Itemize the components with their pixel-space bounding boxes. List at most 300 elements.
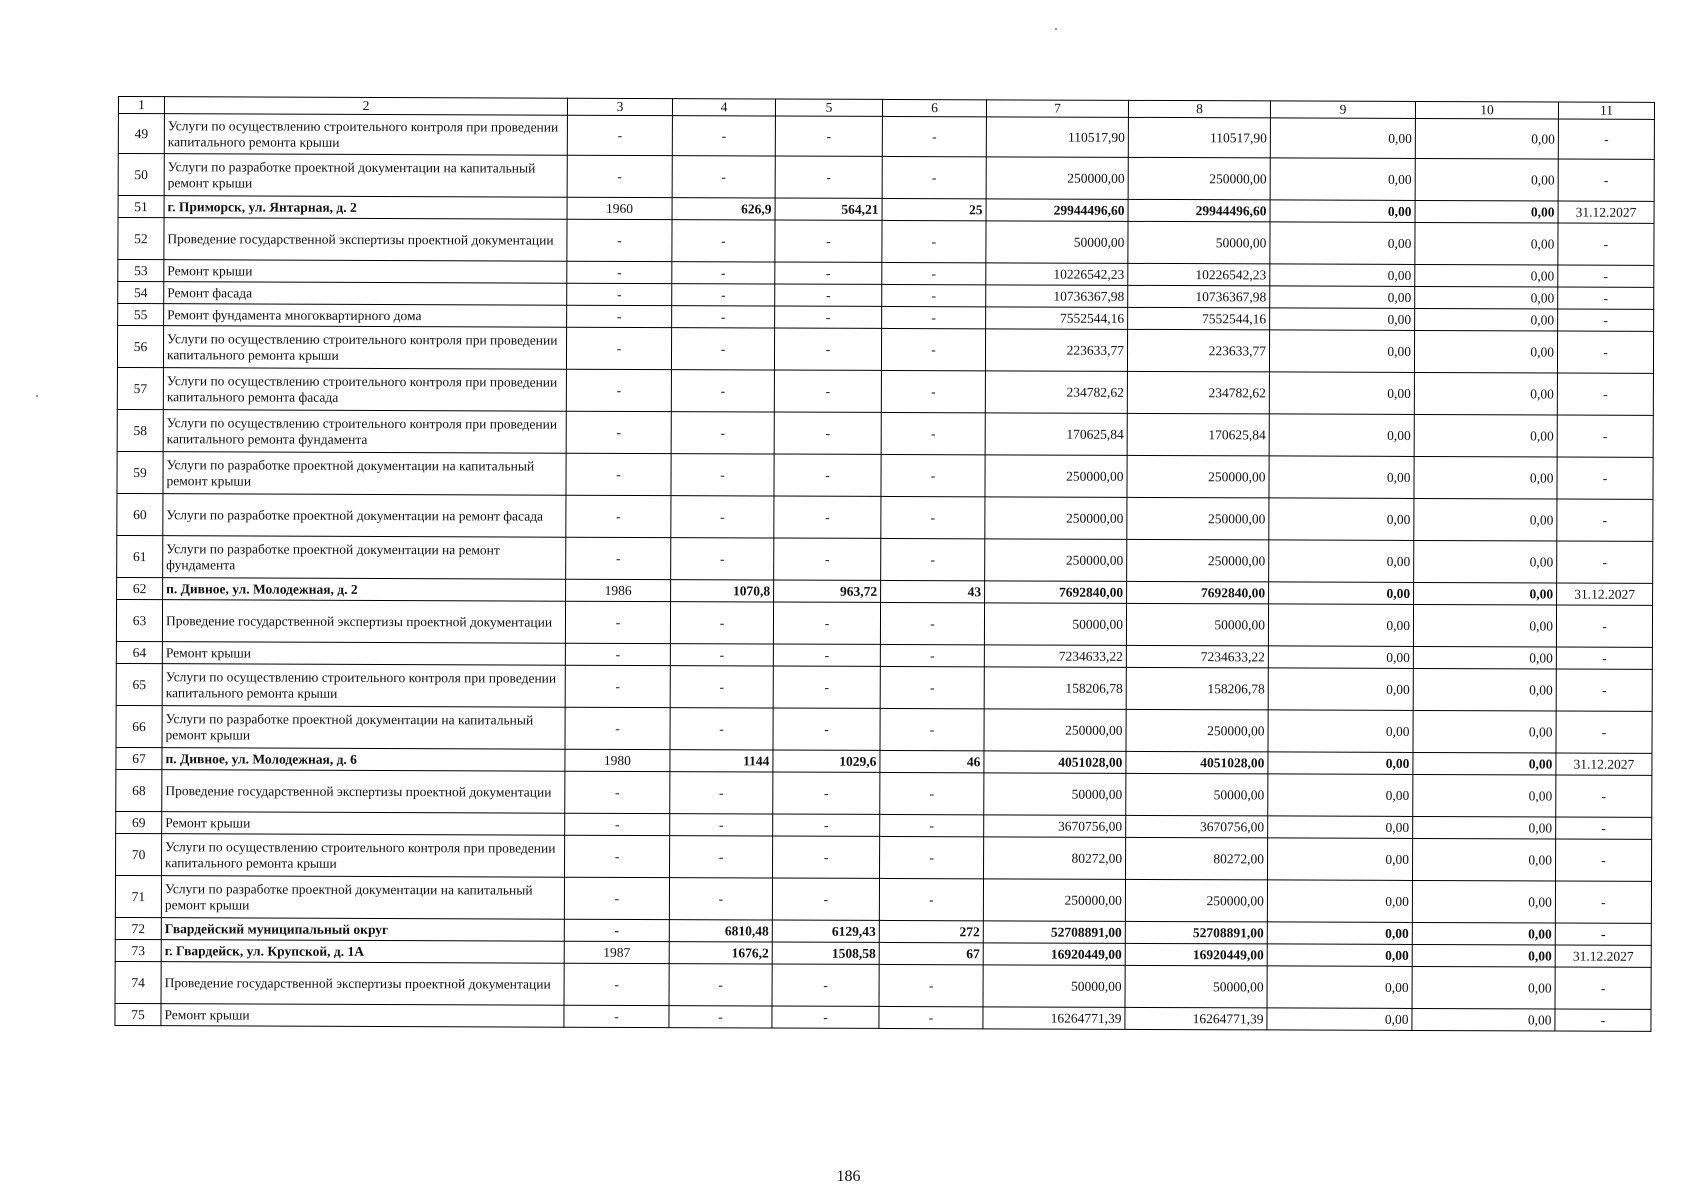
budget-cost-cell: 0,00 xyxy=(1267,838,1412,881)
area-cell: 1676,2 xyxy=(669,942,772,964)
other-cost-cell: 0,00 xyxy=(1413,647,1556,670)
year-cell: - xyxy=(566,327,671,369)
row-number-cell: 58 xyxy=(117,410,163,452)
residents-cell: 46 xyxy=(880,751,984,773)
fund-cost-cell: 29944496,60 xyxy=(1128,200,1270,223)
residents-cell: 43 xyxy=(881,581,985,603)
area-cell: - xyxy=(671,370,774,412)
page-number: 186 xyxy=(836,1168,861,1185)
year-cell: - xyxy=(565,643,670,665)
other-cost-cell: 0,00 xyxy=(1415,265,1558,288)
living-area-cell: - xyxy=(773,814,880,836)
row-number-cell: 55 xyxy=(118,304,164,326)
year-cell: - xyxy=(565,835,670,877)
deadline-cell: - xyxy=(1555,881,1651,923)
deadline-cell: - xyxy=(1555,967,1651,1009)
total-cost-cell: 52708891,00 xyxy=(983,921,1125,944)
work-name-cell: г. Приморск, ул. Янтарная, д. 2 xyxy=(164,196,567,220)
year-cell: - xyxy=(567,115,672,155)
row-number-cell: 73 xyxy=(115,940,161,962)
budget-cost-cell: 0,00 xyxy=(1269,498,1414,541)
other-cost-cell: 0,00 xyxy=(1414,373,1557,416)
other-cost-cell: 0,00 xyxy=(1415,119,1558,160)
living-area-cell: - xyxy=(775,262,882,284)
fund-cost-cell: 7234633,22 xyxy=(1126,646,1268,669)
area-cell: 1144 xyxy=(670,750,773,772)
budget-cost-cell: 0,00 xyxy=(1270,200,1415,223)
table-row xyxy=(117,536,1653,584)
row-number-cell: 54 xyxy=(118,282,164,304)
area-cell: - xyxy=(672,220,775,262)
total-cost-cell: 170625,84 xyxy=(985,413,1127,456)
area-cell: - xyxy=(670,836,773,878)
total-cost-cell: 250000,00 xyxy=(985,539,1127,582)
total-cost-cell: 50000,00 xyxy=(986,221,1128,264)
deadline-cell: 31.12.2027 xyxy=(1555,945,1651,967)
row-number-cell: 50 xyxy=(118,154,164,196)
work-name-cell: Услуги по разработке проектной документации на капитальный ремонт крыши xyxy=(163,452,566,496)
table-row xyxy=(116,600,1652,648)
work-name-cell: Услуги по осуществлению строительного контроля при проведении капитального ремонта фундамента xyxy=(163,410,566,454)
fund-cost-cell: 158206,78 xyxy=(1126,668,1268,711)
budget-cost-cell: 0,00 xyxy=(1267,922,1412,945)
fund-cost-cell: 250000,00 xyxy=(1127,498,1269,541)
deadline-cell: - xyxy=(1558,309,1654,331)
area-cell: - xyxy=(672,284,775,306)
row-number-cell: 66 xyxy=(116,706,162,748)
row-number-cell: 75 xyxy=(115,1004,161,1026)
fund-cost-cell: 3670756,00 xyxy=(1126,816,1268,839)
other-cost-cell: 0,00 xyxy=(1413,669,1556,712)
living-area-cell: 1508,58 xyxy=(772,942,879,964)
other-cost-cell: 0,00 xyxy=(1414,331,1557,374)
year-cell: - xyxy=(564,1005,669,1027)
other-cost-cell: 0,00 xyxy=(1412,945,1555,968)
fund-cost-cell: 7552544,16 xyxy=(1128,308,1270,331)
total-cost-cell: 80272,00 xyxy=(983,837,1125,880)
year-cell: - xyxy=(566,537,671,579)
year-cell: 1980 xyxy=(565,749,670,771)
budget-cost-cell: 0,00 xyxy=(1270,222,1415,265)
budget-cost-cell: 0,00 xyxy=(1269,372,1414,415)
budget-cost-cell: 0,00 xyxy=(1270,158,1415,201)
area-cell: - xyxy=(670,644,773,666)
year-cell: - xyxy=(567,261,672,283)
other-cost-cell: 0,00 xyxy=(1413,753,1556,776)
deadline-cell: - xyxy=(1558,223,1654,265)
work-name-cell: п. Дивное, ул. Молодежная, д. 2 xyxy=(163,578,566,602)
fund-cost-cell: 234782,62 xyxy=(1127,372,1269,415)
total-cost-cell: 7234633,22 xyxy=(984,645,1126,668)
fund-cost-cell: 80272,00 xyxy=(1125,838,1267,881)
row-number-cell: 59 xyxy=(117,452,163,494)
table-row xyxy=(115,962,1651,1010)
row-number-cell: 57 xyxy=(117,368,163,410)
residents-cell: - xyxy=(882,285,986,307)
residents-cell: - xyxy=(880,837,984,879)
residents-cell: - xyxy=(881,497,985,539)
living-area-cell: - xyxy=(773,644,880,666)
deadline-cell: - xyxy=(1557,331,1653,373)
document-page xyxy=(114,96,1654,1032)
fund-cost-cell: 250000,00 xyxy=(1125,880,1267,923)
year-cell: 1960 xyxy=(567,197,672,219)
other-cost-cell: 0,00 xyxy=(1412,967,1555,1010)
deadline-cell: 31.12.2027 xyxy=(1556,753,1652,775)
area-cell: - xyxy=(671,496,774,538)
total-cost-cell: 10736367,98 xyxy=(986,285,1128,308)
deadline-cell: - xyxy=(1557,373,1653,415)
area-cell: - xyxy=(672,116,775,156)
other-cost-cell: 0,00 xyxy=(1413,775,1556,818)
fund-cost-cell: 16264771,39 xyxy=(1125,1008,1267,1031)
area-cell: - xyxy=(672,156,775,198)
year-cell: - xyxy=(567,283,672,305)
total-cost-cell: 250000,00 xyxy=(983,879,1125,922)
area-cell: - xyxy=(671,412,774,454)
living-area-cell: - xyxy=(772,964,879,1006)
budget-cost-cell: 0,00 xyxy=(1267,966,1412,1009)
work-name-cell: Услуги по разработке проектной документации на капитальный ремонт крыши xyxy=(161,876,564,920)
total-cost-cell: 50000,00 xyxy=(984,603,1126,646)
column-header: 2 xyxy=(164,97,567,116)
residents-cell: - xyxy=(882,221,986,263)
table-row xyxy=(117,326,1653,374)
work-name-cell: г. Гвардейск, ул. Крупской, д. 1А xyxy=(161,940,564,964)
work-name-cell: Ремонт крыши xyxy=(164,260,567,284)
area-cell: - xyxy=(670,602,773,644)
row-number-cell: 56 xyxy=(117,326,163,368)
residents-cell: - xyxy=(882,117,986,157)
deadline-cell: - xyxy=(1558,119,1654,159)
row-number-cell: 61 xyxy=(117,536,163,578)
budget-cost-cell: 0,00 xyxy=(1267,1008,1412,1031)
work-name-cell: Ремонт крыши xyxy=(162,642,565,666)
row-number-cell: 74 xyxy=(115,962,161,1004)
year-cell: - xyxy=(564,877,669,919)
fund-cost-cell: 50000,00 xyxy=(1126,604,1268,647)
deadline-cell: - xyxy=(1557,499,1653,541)
fund-cost-cell: 170625,84 xyxy=(1127,414,1269,457)
living-area-cell: - xyxy=(773,602,880,644)
budget-cost-cell: 0,00 xyxy=(1267,880,1412,923)
budget-cost-cell: 0,00 xyxy=(1268,668,1413,711)
other-cost-cell: 0,00 xyxy=(1414,415,1557,458)
residents-cell: 272 xyxy=(879,921,983,943)
fund-cost-cell: 10736367,98 xyxy=(1128,286,1270,309)
year-cell: 1987 xyxy=(564,941,669,963)
year-cell: - xyxy=(564,963,669,1005)
row-number-cell: 70 xyxy=(116,834,162,876)
budget-cost-cell: 0,00 xyxy=(1268,710,1413,753)
residents-cell: - xyxy=(881,455,985,497)
row-number-cell: 64 xyxy=(116,642,162,664)
table-row xyxy=(118,218,1654,266)
year-cell: - xyxy=(567,305,672,327)
living-area-cell: 1029,6 xyxy=(773,750,880,772)
deadline-cell: - xyxy=(1556,605,1652,647)
other-cost-cell: 0,00 xyxy=(1412,923,1555,946)
scan-speck xyxy=(1055,28,1057,30)
column-header: 7 xyxy=(986,100,1128,118)
other-cost-cell: 0,00 xyxy=(1414,457,1557,500)
fund-cost-cell: 10226542,23 xyxy=(1128,264,1270,287)
work-name-cell: Проведение государственной экспертизы проектной документации xyxy=(162,770,565,814)
living-area-cell: - xyxy=(775,156,882,198)
other-cost-cell: 0,00 xyxy=(1414,583,1557,606)
row-number-cell: 69 xyxy=(116,812,162,834)
other-cost-cell: 0,00 xyxy=(1413,711,1556,754)
area-cell: 626,9 xyxy=(672,198,775,220)
repair-program-table xyxy=(114,96,1655,1032)
table-row xyxy=(117,368,1653,416)
work-name-cell: Ремонт фасада xyxy=(164,282,567,306)
residents-cell: - xyxy=(880,709,984,751)
living-area-cell: - xyxy=(774,538,881,580)
other-cost-cell: 0,00 xyxy=(1414,541,1557,584)
residents-cell: - xyxy=(881,413,985,455)
budget-cost-cell: 0,00 xyxy=(1270,118,1415,159)
row-number-cell: 72 xyxy=(115,918,161,940)
living-area-cell: - xyxy=(773,708,880,750)
deadline-cell: 31.12.2027 xyxy=(1558,201,1654,223)
row-number-cell: 65 xyxy=(116,664,162,706)
total-cost-cell: 16920449,00 xyxy=(983,943,1125,966)
other-cost-cell: 0,00 xyxy=(1412,1009,1555,1032)
area-cell: - xyxy=(670,814,773,836)
scan-speck xyxy=(36,395,38,397)
budget-cost-cell: 0,00 xyxy=(1269,330,1414,373)
work-name-cell: Проведение государственной экспертизы проектной документации xyxy=(162,600,565,644)
budget-cost-cell: 0,00 xyxy=(1268,774,1413,817)
living-area-cell: - xyxy=(774,370,881,412)
other-cost-cell: 0,00 xyxy=(1415,159,1558,202)
total-cost-cell: 234782,62 xyxy=(985,371,1127,414)
table-row xyxy=(116,770,1652,818)
budget-cost-cell: 0,00 xyxy=(1270,286,1415,309)
area-cell: - xyxy=(669,964,772,1006)
budget-cost-cell: 0,00 xyxy=(1269,456,1414,499)
year-cell: 1986 xyxy=(566,579,671,601)
residents-cell: - xyxy=(881,329,985,371)
area-cell: - xyxy=(671,454,774,496)
work-name-cell: Ремонт фундамента многоквартирного дома xyxy=(164,304,567,328)
work-name-cell: Услуги по разработке проектной документации на ремонт фасада xyxy=(163,494,566,538)
living-area-cell: - xyxy=(774,496,881,538)
area-cell: - xyxy=(672,306,775,328)
table-row xyxy=(116,834,1652,882)
residents-cell: - xyxy=(881,371,985,413)
other-cost-cell: 0,00 xyxy=(1412,839,1555,882)
fund-cost-cell: 50000,00 xyxy=(1128,222,1270,265)
area-cell: 1070,8 xyxy=(671,580,774,602)
budget-cost-cell: 0,00 xyxy=(1269,414,1414,457)
living-area-cell: 564,21 xyxy=(775,198,882,220)
total-cost-cell: 250000,00 xyxy=(985,455,1127,498)
residents-cell: - xyxy=(881,539,985,581)
living-area-cell: - xyxy=(773,666,880,708)
column-header: 3 xyxy=(567,98,672,116)
work-name-cell: Ремонт крыши xyxy=(161,1004,564,1028)
column-header: 1 xyxy=(118,97,164,114)
living-area-cell: 963,72 xyxy=(774,580,881,602)
area-cell: - xyxy=(670,666,773,708)
column-header: 8 xyxy=(1128,100,1270,118)
total-cost-cell: 50000,00 xyxy=(984,773,1126,816)
deadline-cell: - xyxy=(1558,265,1654,287)
work-name-cell: Услуги по осуществлению строительного контроля при проведении капитального ремонта крыши xyxy=(163,326,566,370)
area-cell: - xyxy=(669,878,772,920)
work-name-cell: Услуги по осуществлению строительного контроля при проведении капитального ремонта крыши xyxy=(162,664,565,708)
column-header: 5 xyxy=(775,99,882,117)
total-cost-cell: 250000,00 xyxy=(985,497,1127,540)
deadline-cell: - xyxy=(1556,711,1652,753)
row-number-cell: 71 xyxy=(115,876,161,918)
row-number-cell: 49 xyxy=(118,114,164,154)
other-cost-cell: 0,00 xyxy=(1415,223,1558,266)
residents-cell: - xyxy=(882,157,986,199)
work-name-cell: Услуги по разработке проектной документации на капитальный ремонт крыши xyxy=(162,706,565,750)
residents-cell: - xyxy=(880,645,984,667)
total-cost-cell: 250000,00 xyxy=(986,157,1128,200)
total-cost-cell: 250000,00 xyxy=(984,709,1126,752)
fund-cost-cell: 250000,00 xyxy=(1126,710,1268,753)
living-area-cell: - xyxy=(774,412,881,454)
budget-cost-cell: 0,00 xyxy=(1269,540,1414,583)
residents-cell: - xyxy=(880,815,984,837)
fund-cost-cell: 50000,00 xyxy=(1125,966,1267,1009)
deadline-cell: - xyxy=(1556,647,1652,669)
table-row xyxy=(117,452,1653,500)
fund-cost-cell: 4051028,00 xyxy=(1126,752,1268,775)
work-name-cell: Ремонт крыши xyxy=(162,812,565,836)
row-number-cell: 62 xyxy=(117,578,163,600)
budget-cost-cell: 0,00 xyxy=(1267,944,1412,967)
living-area-cell: - xyxy=(775,220,882,262)
year-cell: - xyxy=(566,495,671,537)
work-name-cell: п. Дивное, ул. Молодежная, д. 6 xyxy=(162,748,565,772)
row-number-cell: 60 xyxy=(117,494,163,536)
work-name-cell: Проведение государственной экспертизы проектной документации xyxy=(164,218,567,262)
year-cell: - xyxy=(565,601,670,643)
total-cost-cell: 110517,90 xyxy=(986,117,1128,158)
area-cell: - xyxy=(669,1006,772,1028)
residents-cell: - xyxy=(880,667,984,709)
column-header: 10 xyxy=(1415,101,1558,119)
area-cell: - xyxy=(671,328,774,370)
total-cost-cell: 158206,78 xyxy=(984,667,1126,710)
budget-cost-cell: 0,00 xyxy=(1268,646,1413,669)
total-cost-cell: 50000,00 xyxy=(983,965,1125,1008)
column-header: 4 xyxy=(672,99,775,117)
fund-cost-cell: 50000,00 xyxy=(1126,774,1268,817)
fund-cost-cell: 16920449,00 xyxy=(1125,944,1267,967)
fund-cost-cell: 250000,00 xyxy=(1128,158,1270,201)
budget-cost-cell: 0,00 xyxy=(1269,582,1414,605)
table-row xyxy=(116,706,1652,754)
deadline-cell: - xyxy=(1558,159,1654,201)
area-cell: - xyxy=(670,772,773,814)
work-name-cell: Гвардейский муниципальный округ xyxy=(161,918,564,942)
total-cost-cell: 3670756,00 xyxy=(984,815,1126,838)
column-header: 11 xyxy=(1558,102,1654,120)
row-number-cell: 68 xyxy=(116,770,162,812)
year-cell: - xyxy=(567,219,672,261)
row-number-cell: 67 xyxy=(116,748,162,770)
total-cost-cell: 223633,77 xyxy=(985,329,1127,372)
fund-cost-cell: 250000,00 xyxy=(1127,456,1269,499)
budget-cost-cell: 0,00 xyxy=(1270,308,1415,331)
residents-cell: - xyxy=(879,1007,983,1029)
deadline-cell: - xyxy=(1557,541,1653,583)
deadline-cell: - xyxy=(1555,1009,1651,1031)
total-cost-cell: 4051028,00 xyxy=(984,751,1126,774)
year-cell: - xyxy=(565,665,670,707)
fund-cost-cell: 110517,90 xyxy=(1128,118,1270,159)
year-cell: - xyxy=(565,707,670,749)
fund-cost-cell: 250000,00 xyxy=(1127,540,1269,583)
living-area-cell: - xyxy=(774,454,881,496)
fund-cost-cell: 223633,77 xyxy=(1127,330,1269,373)
other-cost-cell: 0,00 xyxy=(1415,287,1558,310)
year-cell: - xyxy=(564,919,669,941)
other-cost-cell: 0,00 xyxy=(1415,309,1558,332)
deadline-cell: - xyxy=(1556,669,1652,711)
area-cell: - xyxy=(671,538,774,580)
living-area-cell: - xyxy=(772,878,879,920)
year-cell: - xyxy=(567,155,672,197)
table-row xyxy=(118,154,1654,202)
deadline-cell: 31.12.2027 xyxy=(1557,583,1653,605)
row-number-cell: 52 xyxy=(118,218,164,260)
budget-cost-cell: 0,00 xyxy=(1268,604,1413,647)
residents-cell: - xyxy=(879,879,983,921)
table-row xyxy=(115,1004,1651,1032)
area-cell: 6810,48 xyxy=(669,920,772,942)
deadline-cell: - xyxy=(1557,457,1653,499)
work-name-cell: Услуги по разработке проектной документации на ремонт фундамента xyxy=(163,536,566,580)
work-name-cell: Услуги по осуществлению строительного контроля при проведении капитального ремонта крыши xyxy=(162,834,565,878)
living-area-cell: - xyxy=(774,328,881,370)
residents-cell: - xyxy=(879,965,983,1007)
other-cost-cell: 0,00 xyxy=(1413,605,1556,648)
table-row xyxy=(117,494,1653,542)
column-header: 6 xyxy=(882,99,986,117)
work-name-cell: Услуги по разработке проектной документации на капитальный ремонт крыши xyxy=(164,154,567,198)
column-header: 9 xyxy=(1270,101,1415,119)
work-name-cell: Проведение государственной экспертизы проектной документации xyxy=(161,962,564,1006)
work-name-cell: Услуги по осуществлению строительного контроля при проведении капитального ремонта фасада xyxy=(163,368,566,412)
other-cost-cell: 0,00 xyxy=(1413,817,1556,840)
deadline-cell: - xyxy=(1557,415,1653,457)
year-cell: - xyxy=(566,411,671,453)
living-area-cell: - xyxy=(772,1006,879,1028)
deadline-cell: - xyxy=(1558,287,1654,309)
work-name-cell: Услуги по осуществлению строительного контроля при проведении капитального ремонта крыши xyxy=(164,114,567,156)
deadline-cell: - xyxy=(1555,923,1651,945)
table-row xyxy=(115,876,1651,924)
residents-cell: - xyxy=(880,773,984,815)
year-cell: - xyxy=(565,813,670,835)
table-row xyxy=(117,410,1653,458)
total-cost-cell: 29944496,60 xyxy=(986,199,1128,222)
living-area-cell: - xyxy=(775,284,882,306)
table-row xyxy=(118,114,1654,160)
residents-cell: - xyxy=(882,263,986,285)
other-cost-cell: 0,00 xyxy=(1414,499,1557,542)
other-cost-cell: 0,00 xyxy=(1415,201,1558,224)
area-cell: - xyxy=(672,262,775,284)
